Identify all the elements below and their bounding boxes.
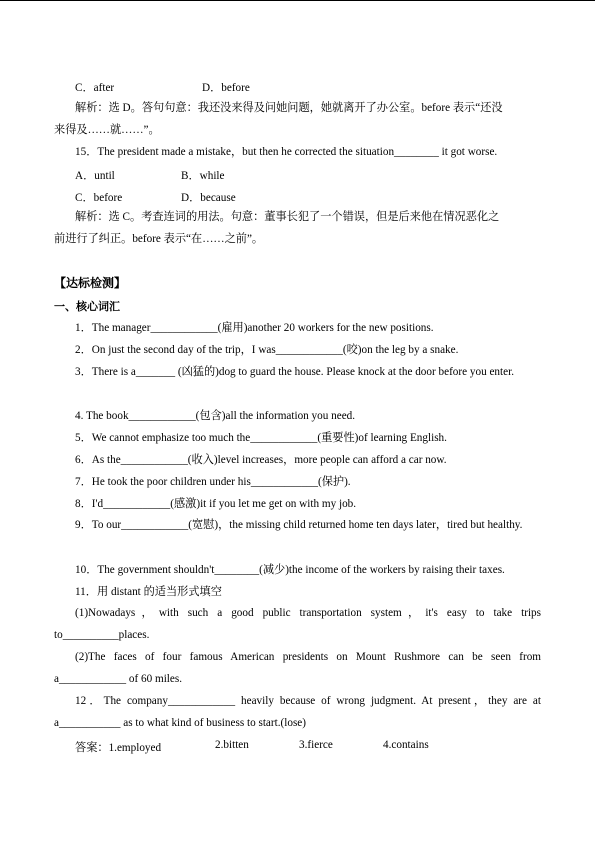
question-15: 15．The president made a mistake，but then he corrected the situation________ it got worse. bbox=[75, 146, 498, 158]
answer-label: 答案：1.employed bbox=[75, 742, 162, 754]
q14-explanation-line2: 来得及……就……”。 bbox=[54, 124, 160, 136]
q14-option-c: C．after bbox=[75, 82, 115, 94]
q15-option-b: B．while bbox=[181, 170, 225, 182]
vocab-item-4: 4. The book____________(包含)all the information you need. bbox=[75, 410, 356, 422]
answer-3: 3.fierce bbox=[299, 739, 333, 751]
vocab-item-8: 8．I'd____________(感激)it if you let me get on with my job. bbox=[75, 498, 357, 510]
vocab-item-1: 1．The manager____________(雇用)another 20 workers for the new positions. bbox=[75, 322, 434, 334]
answer-2: 2.bitten bbox=[215, 739, 249, 751]
q15-explanation-line1: 解析：选 C。考查连词的用法。句意：董事长犯了一个错误，但是后来他在情况恶化之 bbox=[75, 211, 500, 223]
section-title: 【达标检测】 bbox=[54, 276, 127, 290]
vocab-item-12: 12．The company____________ heavily because of wrong judgment. At present，they are at a___________ as to what kind of business to start.(lose) bbox=[54, 695, 541, 729]
q15-option-d: D．because bbox=[181, 192, 236, 204]
q15-option-c: C．before bbox=[75, 192, 123, 204]
vocab-item-2: 2．On just the second day of the trip，I was____________(咬)on the leg by a snake. bbox=[75, 344, 459, 356]
q15-explanation-line2: 前进行了纠正。before 表示“在……之前”。 bbox=[54, 233, 264, 245]
vocab-item-9: 9．To our____________(宽慰)，the missing child returned home ten days later，tired but healthy. bbox=[75, 519, 523, 531]
vocab-item-11-part1: (1)Nowadays，with such a good public transportation system，it's easy to take trips to__________places. bbox=[54, 607, 541, 641]
q14-explanation-line1: 解析：选 D。答句句意：我还没来得及问她问题，她就离开了办公室。before 表示“还没 bbox=[75, 102, 503, 114]
vocab-item-6: 6．As the____________(收入)level increases，more people can afford a car now. bbox=[75, 454, 447, 466]
vocab-item-10: 10．The government shouldn't________(减少)the income of the workers by raising their taxes. bbox=[75, 564, 505, 576]
page-top-rule bbox=[0, 0, 595, 1]
vocab-item-5: 5．We cannot emphasize too much the____________(重要性)of learning English. bbox=[75, 432, 447, 444]
q14-option-d: D．before bbox=[202, 82, 250, 94]
vocab-item-7: 7．He took the poor children under his____________(保护). bbox=[75, 476, 351, 488]
vocab-item-11-part2: (2)The faces of four famous American presidents on Mount Rushmore can be seen from a____________ of 60 miles. bbox=[54, 651, 541, 685]
vocab-item-11: 11．用 distant 的适当形式填空 bbox=[75, 586, 222, 598]
vocab-item-3: 3．There is a_______ (凶猛的)dog to guard the house. Please knock at the door before you enter. bbox=[75, 366, 514, 378]
answer-4: 4.contains bbox=[383, 739, 429, 751]
q15-option-a: A．until bbox=[75, 170, 115, 182]
sub-title: 一、核心词汇 bbox=[54, 300, 120, 313]
